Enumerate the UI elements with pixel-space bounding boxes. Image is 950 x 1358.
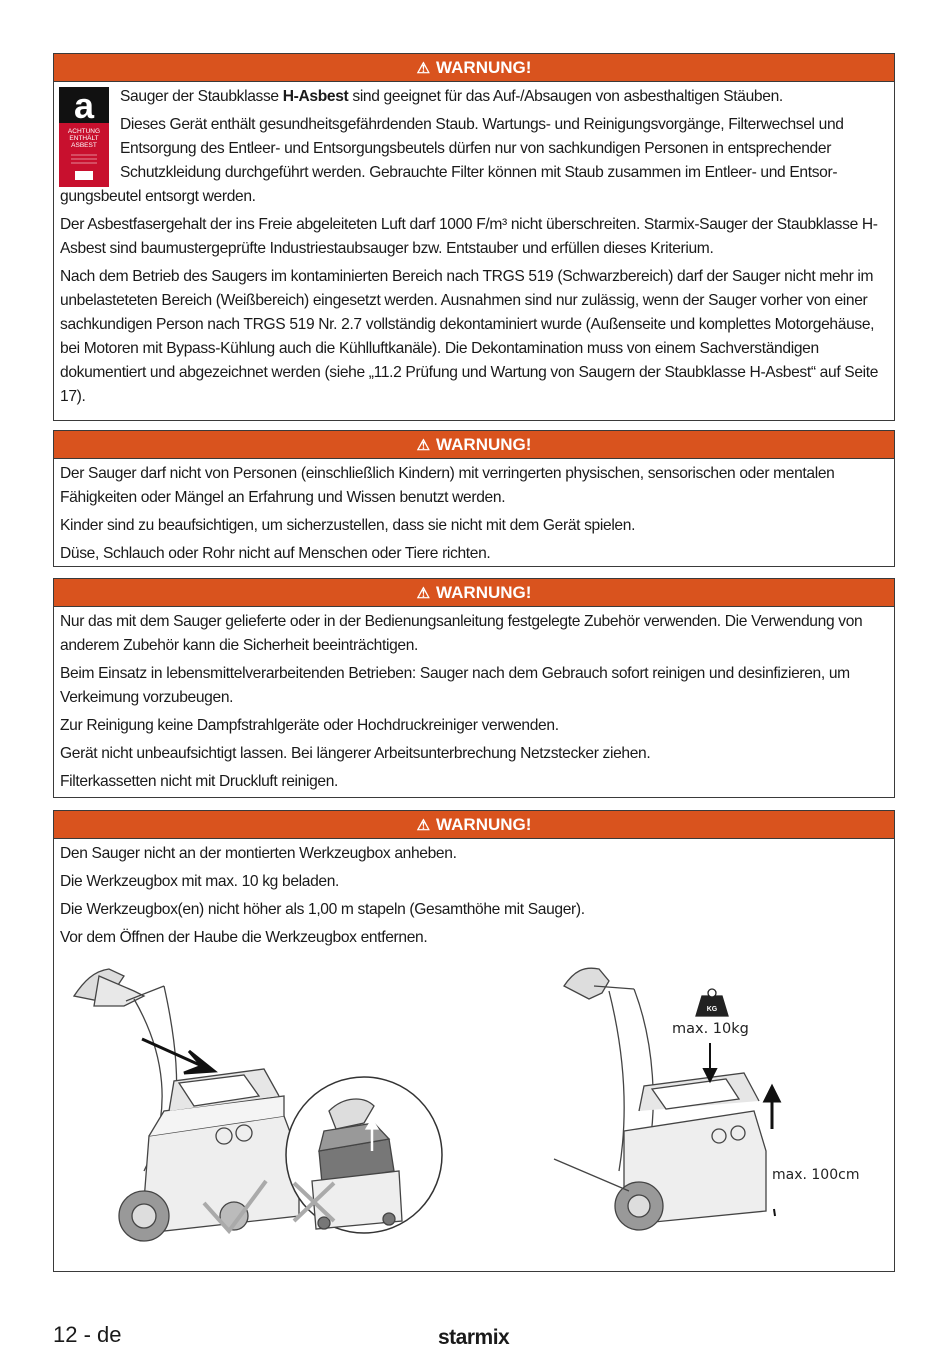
s2-paragraph-2: Kinder sind zu beaufsichtigen, um sicherzustellen, dass sie nicht mit dem Gerät spielen. bbox=[60, 517, 636, 534]
asbestos-label-icon bbox=[59, 87, 109, 187]
s2-paragraph-1: Der Sauger darf nicht von Personen (einschließlich Kindern) mit verringerten physischen, sensorischen oder mentalen Fähigkeiten oder Mängel an Erfahrung und Wissen benutzt werden. bbox=[60, 465, 835, 506]
warning-title: WARNUNG! bbox=[436, 582, 532, 602]
warning-box-asbestos bbox=[53, 53, 895, 421]
page-number: 12 - de bbox=[53, 1322, 122, 1347]
weight-kg-text: KG bbox=[706, 1006, 718, 1013]
warning-header bbox=[54, 54, 894, 82]
warning-title: WARNUNG! bbox=[436, 434, 532, 454]
warning-triangle-icon: ⚠ bbox=[416, 816, 431, 834]
height-max-label: max. 100cm bbox=[772, 1167, 860, 1183]
s1-paragraph-3: Der Asbestfasergehalt der ins Freie abgeleiteten Luft darf 1000 F/m³ nicht überschreiten. Starmix-Sauger der Staubklasse H-Asbest sind baumustergeprüfte Industriestaubsauger bzw. Entstauber und erfüllen dieses Kriterium. bbox=[60, 216, 878, 257]
s1-paragraph-4: Nach dem Betrieb des Saugers im kontaminierten Bereich nach TRGS 519 (Schwarzbereich) darf der Sauger nicht mehr im unbelasteteten Bereich (Weißbereich) eingesetzt werden. Ausnahmen sind nur zulässig, wenn der Sauger vorher von einer sachkundigen Person nach TRGS 519 Nr. 2.7 vollständig dekontaminiert wurde (Außenseite und komplettes Motorgehäuse, bei Motoren mit Bypass-Kühlung auch die Kühlluftkanäle). Die Dekontamination muss von einem Sachverständigen dokumentiert und abgezeichnet werden (siehe „11.2 Prüfung und Wartung von Saugern der Staubklasse H-Asbest“ auf Seite 17). bbox=[60, 268, 879, 405]
vacuum-lift-handle-illustration bbox=[74, 969, 299, 1241]
s4-paragraph-3: Die Werkzeugbox(en) nicht höher als 1,00 m stapeln (Gesamthöhe mit Sauger). bbox=[60, 901, 585, 918]
warning-triangle-icon: ⚠ bbox=[416, 584, 431, 602]
s4-paragraph-4: Vor dem Öffnen der Haube die Werkzeugbox entfernen. bbox=[60, 929, 428, 946]
asbestos-line2: ENTHÄLT bbox=[69, 135, 99, 142]
inset-lifting-toolbox-illustration bbox=[286, 1077, 442, 1233]
warning-triangle-icon: ⚠ bbox=[416, 436, 431, 454]
s3-paragraph-2: Beim Einsatz in lebensmittelverarbeitenden Betrieben: Sauger nach dem Gebrauch sofort reinigen und desinfizieren, um Verkeimung vorzubeugen. bbox=[60, 665, 850, 706]
s2-paragraph-3: Düse, Schlauch oder Rohr nicht auf Menschen oder Tiere richten. bbox=[60, 545, 491, 562]
weight-max-label: max. 10kg bbox=[672, 1021, 749, 1037]
warning-box-toolbox bbox=[53, 810, 895, 1272]
arrow-up-icon bbox=[765, 1087, 779, 1129]
s3-paragraph-1: Nur das mit dem Sauger gelieferte oder in der Bedienungsanleitung festgelegte Zubehör verwenden. Die Verwendung von anderem Zubehör kann die Sicherheit beeinträchtigen. bbox=[60, 613, 863, 654]
warning-header bbox=[54, 431, 894, 459]
s3-paragraph-4: Gerät nicht unbeaufsichtigt lassen. Bei längerer Arbeitsunterbrechung Netzstecker ziehen. bbox=[60, 745, 651, 762]
toolbox-illustration bbox=[54, 811, 894, 1271]
asbestos-letter: a bbox=[73, 87, 95, 126]
s3-paragraph-5: Filterkassetten nicht mit Druckluft reinigen. bbox=[60, 773, 339, 790]
s1-paragraph-2: Dieses Gerät enthält gesundheitsgefährdenden Staub. Wartungs- und Reinigungsvorgänge, Filterwechsel und Entsorgung des Entleer- und Entsorgungsbeutels dürfen nur von sachkundigen Personen in entsprechender Schutzkleidung durchgeführt werden. Gebrauchte Filter können mit Staub zusammen im Entleer- und Entsor- gungsbeutel entsorgt werden. bbox=[60, 116, 844, 205]
s3-paragraph-3: Zur Reinigung keine Dampfstrahlgeräte oder Hochdruckreiniger verwenden. bbox=[60, 717, 559, 734]
asbestos-line1: ACHTUNG bbox=[67, 128, 101, 135]
asbestos-line3: ASBEST bbox=[71, 142, 97, 149]
warning-triangle-icon: ⚠ bbox=[416, 59, 431, 77]
s4-paragraph-2: Die Werkzeugbox mit max. 10 kg beladen. bbox=[60, 873, 340, 890]
warning-title: WARNUNG! bbox=[436, 814, 532, 834]
weight-kg-icon bbox=[696, 989, 728, 1016]
warning-header bbox=[54, 579, 894, 607]
warning-box-accessories bbox=[53, 578, 895, 798]
starmix-logo: starmix bbox=[438, 1326, 510, 1349]
s1-paragraph-1: Sauger der Staubklasse H-Asbest sind geeignet für das Auf-/Absaugen von asbesthaltigen Stäuben. bbox=[120, 88, 783, 105]
s4-paragraph-1: Den Sauger nicht an der montierten Werkzeugbox anheben. bbox=[60, 845, 457, 862]
arrow-down-icon bbox=[704, 1043, 716, 1081]
warning-box-persons bbox=[53, 430, 895, 567]
arrow-black-icon bbox=[142, 1039, 214, 1073]
height-marker bbox=[774, 1209, 775, 1216]
vacuum-max-load-illustration bbox=[554, 968, 766, 1230]
warning-title: WARNUNG! bbox=[436, 57, 532, 77]
